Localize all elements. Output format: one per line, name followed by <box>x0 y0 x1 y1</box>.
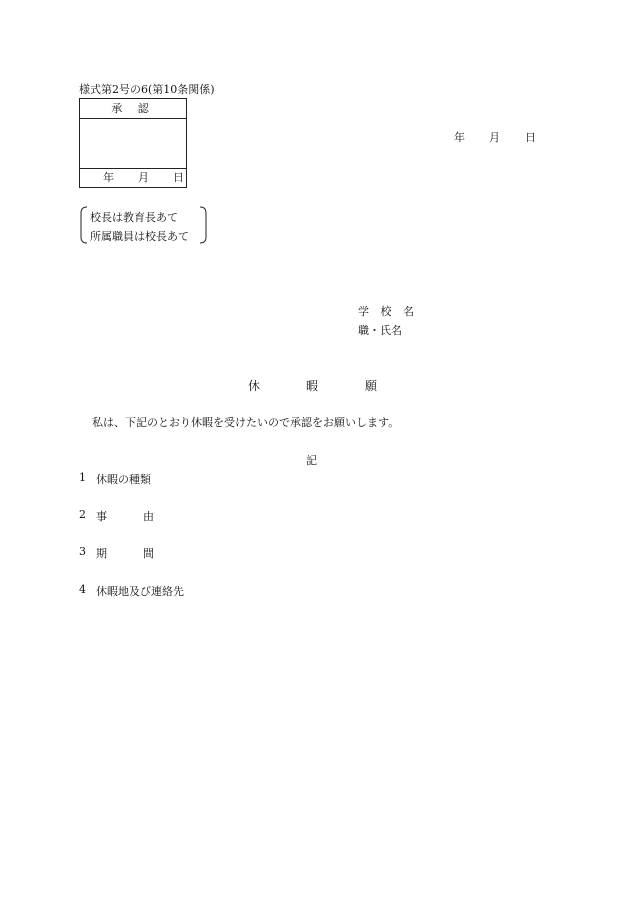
ki-heading: 記 <box>306 454 317 467</box>
position-name-label: 職・氏名 <box>358 324 402 337</box>
item-number: 2 <box>79 508 86 521</box>
addressee-line-2: 所属職員は校長あて <box>90 230 189 243</box>
item-reason-char-2: 由 <box>143 510 154 523</box>
item-period-char-2: 間 <box>143 547 154 560</box>
request-statement: 私は、下記のとおり休暇を受けたいので承認をお願いします。 <box>92 416 400 429</box>
item-period-char-1: 期 <box>96 547 107 560</box>
title-char-2: 暇 <box>306 379 319 393</box>
item-reason-char-1: 事 <box>96 510 107 523</box>
approval-month-label: 月 <box>138 171 149 184</box>
approval-day-label: 日 <box>173 171 184 184</box>
addressee-line-1: 校長は教育長あて <box>90 211 178 224</box>
title-char-1: 休 <box>248 379 261 393</box>
title-char-3: 願 <box>365 379 378 393</box>
date-day-label: 日 <box>525 131 536 144</box>
item-contact: 休暇地及び連絡先 <box>96 585 184 598</box>
approval-year-label: 年 <box>103 171 114 184</box>
date-month-label: 月 <box>489 131 500 144</box>
item-number: 4 <box>79 583 86 596</box>
item-number: 1 <box>79 471 86 484</box>
addressee-note <box>79 206 208 244</box>
form-number: 様式第2号の6(第10条関係) <box>79 83 215 96</box>
date-year-label: 年 <box>454 131 465 144</box>
item-leave-type: 休暇の種類 <box>96 473 151 486</box>
approval-header: 承 認 <box>80 99 186 119</box>
item-number: 3 <box>79 545 86 558</box>
approval-date-row <box>80 168 186 187</box>
school-name-label: 学 校 名 <box>358 305 418 318</box>
approval-stamp-area <box>80 118 186 170</box>
approval-box <box>79 98 187 188</box>
